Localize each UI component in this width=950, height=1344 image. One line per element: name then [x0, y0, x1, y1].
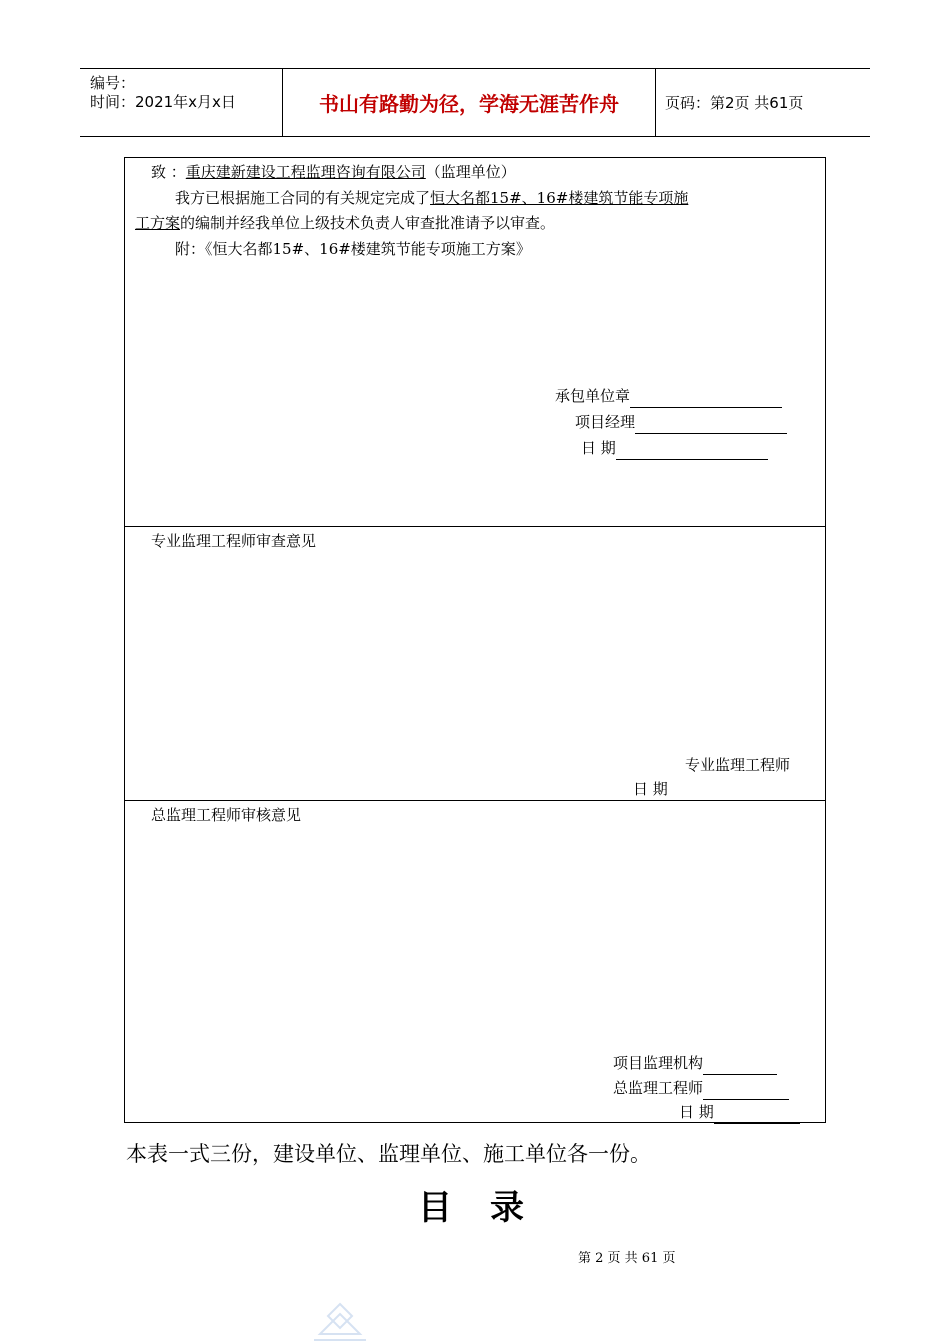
page-number: 第 2 页 共 61 页	[578, 1251, 676, 1266]
addressee-line	[151, 160, 516, 184]
contractor-section	[125, 158, 825, 527]
page-header	[80, 68, 870, 137]
supervision-org-blank[interactable]	[703, 1056, 777, 1075]
body-line-1-project: 恒大名都15#、16#楼建筑节能专项施	[430, 189, 689, 207]
chief-engineer-label: 总监理工程师	[613, 1079, 704, 1097]
toc-title: 目录	[418, 1188, 562, 1228]
attachment-line: 附：《恒大名都15#、16#楼建筑节能专项施工方案》	[175, 240, 531, 258]
engineer-signature-label: 专业监理工程师	[685, 756, 791, 774]
body-line-2-suffix: 的编制并经我单位上级技术负责人审查批准请予以审查。	[180, 214, 556, 232]
body-line-1-prefix: 我方已根据施工合同的有关规定完成了	[175, 189, 431, 207]
body-line-1	[175, 186, 688, 210]
approval-form	[124, 157, 826, 1123]
project-manager-label: 项目经理	[575, 413, 636, 431]
header-meta	[80, 69, 283, 136]
chief-date-line	[679, 1100, 800, 1124]
supervision-org-label: 项目监理机构	[613, 1054, 704, 1072]
chief-engineer-line	[613, 1076, 789, 1100]
watermark-logo-icon	[300, 1300, 380, 1344]
supervision-org-line	[613, 1051, 777, 1075]
doc-number-label: 编号：	[90, 74, 136, 92]
project-manager-line	[575, 410, 787, 434]
contractor-date-label: 日 期	[581, 439, 616, 457]
engineer-review-section	[125, 527, 825, 801]
addressee-prefix: 致 ：	[151, 163, 186, 181]
chief-engineer-blank[interactable]	[703, 1081, 789, 1100]
contractor-date-blank[interactable]	[616, 441, 768, 460]
distribution-note: 本表一式三份，建设单位、监理单位、施工单位各一份。	[126, 1142, 651, 1166]
body-line-2	[135, 211, 555, 235]
chief-date-blank[interactable]	[714, 1105, 800, 1124]
engineer-date-label: 日 期	[633, 780, 668, 798]
contractor-stamp-label: 承包单位章	[555, 387, 631, 405]
project-manager-blank[interactable]	[635, 415, 787, 434]
contractor-stamp-blank[interactable]	[630, 389, 782, 408]
header-page-code: 页码：第2页 共61页	[665, 94, 804, 112]
addressee-company: 重庆建新建设工程监理咨询有限公司	[185, 163, 426, 181]
contractor-date-line	[581, 436, 768, 460]
addressee-suffix: （监理单位）	[425, 163, 516, 181]
contractor-stamp-line	[555, 384, 782, 408]
chief-review-title: 总监理工程师审核意见	[151, 806, 302, 824]
doc-time-label: 时间：2021年x月x日	[90, 93, 236, 111]
chief-date-label: 日 期	[679, 1103, 714, 1121]
chief-review-section	[125, 801, 825, 1122]
engineer-review-title: 专业监理工程师审查意见	[151, 532, 317, 550]
body-line-2-project: 工方案	[135, 214, 181, 232]
header-motto: 书山有路勤为径，学海无涯苦作舟	[283, 69, 656, 136]
